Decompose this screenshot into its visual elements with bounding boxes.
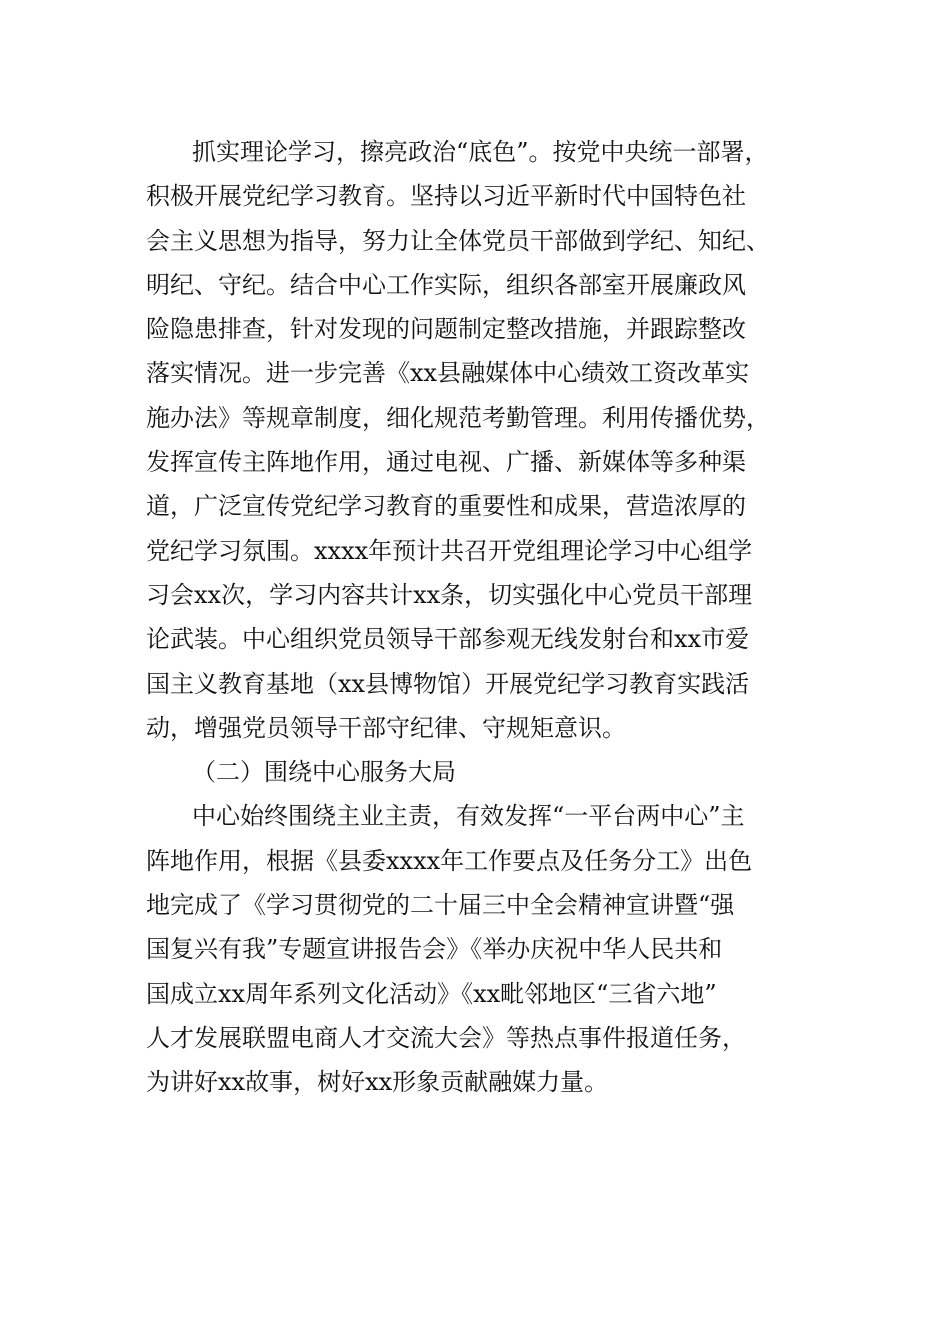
paragraph-line: 发挥宣传主阵地作用，通过电视、广播、新媒体等多种渠 [146, 448, 746, 477]
paragraph-line: 地完成了《学习贯彻党的二十届三中全会精神宣讲暨“强 [146, 891, 735, 920]
paragraph-line: 落实情况。进一步完善《xx县融媒体中心绩效工资改革实 [146, 359, 750, 388]
paragraph-line: 国成立xx周年系列文化活动》《xx毗邻地区“三省六地” [146, 979, 717, 1008]
paragraph-line: 国复兴有我”专题宣讲报告会》《举办庆祝中华人民共和 [146, 935, 723, 964]
paragraph-line: 国主义教育基地（xx县博物馆）开展党纪学习教育实践活 [146, 669, 750, 698]
paragraph-line: 明纪、守纪。结合中心工作实际，组织各部室开展廉政风 [146, 270, 746, 299]
paragraph-line: 党纪学习氛围。xxxx年预计共召开党组理论学习中心组学 [146, 536, 753, 565]
paragraph-line: 为讲好xx故事，树好xx形象贡献融媒力量。 [146, 1068, 609, 1097]
paragraph-line: 道，广泛宣传党纪学习教育的重要性和成果，营造浓厚的 [146, 492, 746, 521]
paragraph-line: 中心始终围绕主业主责，有效发挥“一平台两中心”主 [192, 802, 745, 831]
paragraph-line: 抓实理论学习，擦亮政治“底色”。按党中央统一部署， [192, 138, 769, 166]
paragraph-line: 人才发展联盟电商人才交流大会》等热点事件报道任务， [146, 1023, 746, 1052]
paragraph-line: 积极开展党纪学习教育。坚持以习近平新时代中国特色社 [146, 182, 746, 211]
paragraph-line: 险隐患排查，针对发现的问题制定整改措施，并跟踪整改 [146, 315, 746, 344]
paragraph-line: 会主义思想为指导，努力让全体党员干部做到学纪、知纪、 [146, 226, 770, 255]
document-body [146, 130, 816, 1105]
section-heading: （二）围绕中心服务大局 [192, 758, 456, 787]
paragraph-line: 动，增强党员领导干部守纪律、守规矩意识。 [146, 713, 626, 742]
paragraph-line: 阵地作用，根据《县委xxxx年工作要点及任务分工》出色 [146, 846, 753, 875]
paragraph-line: 施办法》等规章制度，细化规范考勤管理。利用传播优势， [146, 403, 770, 432]
paragraph-line: 习会xx次，学习内容共计xx条，切实强化中心党员干部理 [146, 580, 753, 609]
paragraph-line: 论武装。中心组织党员领导干部参观无线发射台和xx市爱 [146, 625, 750, 654]
